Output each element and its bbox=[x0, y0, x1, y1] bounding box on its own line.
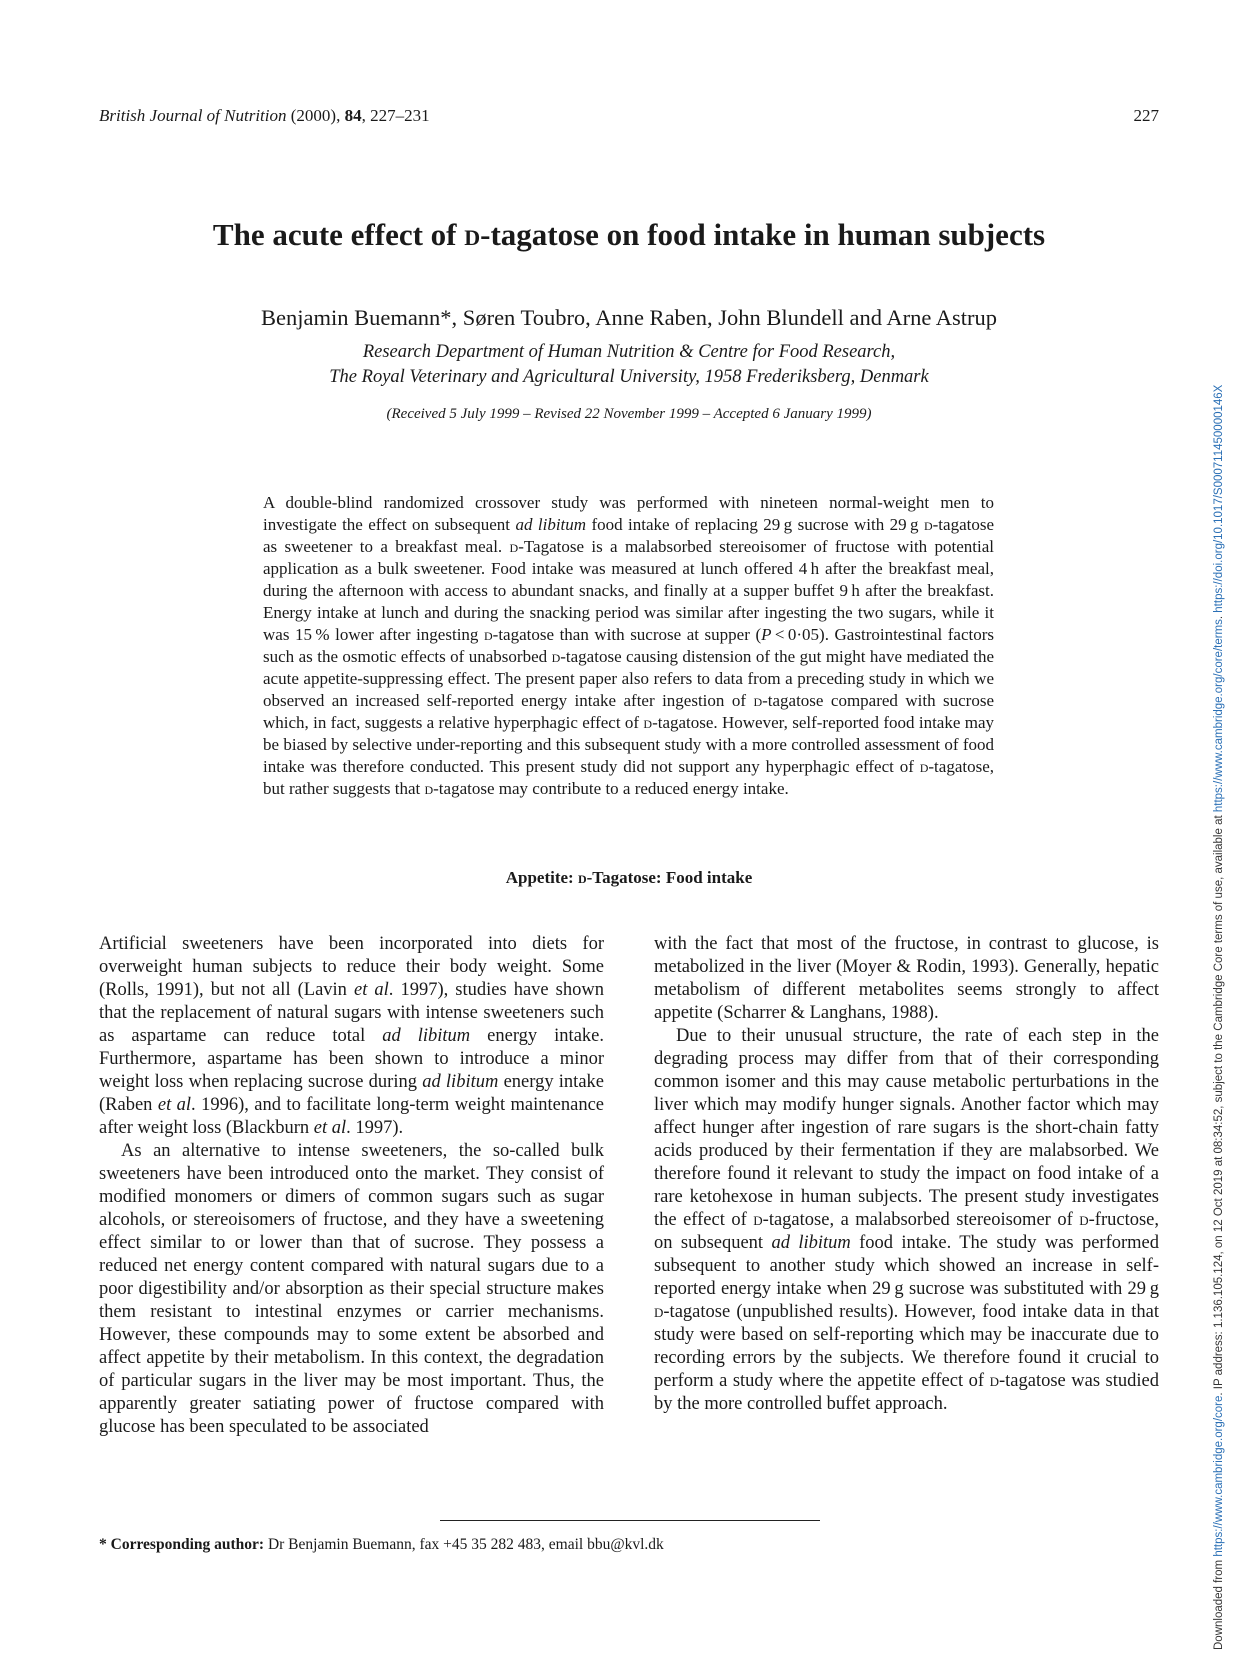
keyword-appetite: Appetite bbox=[505, 868, 569, 887]
paragraph: with the fact that most of the fructose, in contrast to glucose, is metabolized in the liver (Moyer & Rodin, 1993). Generally, hepatic metabolism of different metabolites seems strongly to affect appetite (Scharrer & Langhans, 1988). bbox=[654, 934, 1159, 1023]
cambridge-core-link[interactable]: https://www.cambridge.org/core bbox=[1213, 1395, 1225, 1557]
affiliation-line-1: Research Department of Human Nutrition & Centre for Food Research, bbox=[362, 342, 896, 362]
paragraph: Artificial sweeteners have been incorporated into diets for overweight human subjects to reduce their body weight. Some (Rolls, 1991), but not all (Lavin et al. 1997), studies have shown that the replacement of natural sugars with intense sweeteners such as aspartame can reduce total ad libitum energy intake. Furthermore, aspartame has been shown to introduce a minor weight loss when replacing sucrose during ad libitum energy intake (Raben et al. 1996), and to facilitate long-term weight maintenance after weight loss (Blackburn et al. 1997). bbox=[99, 934, 604, 1138]
footnote-divider bbox=[440, 1520, 820, 1521]
footnote-label: * Corresponding author: bbox=[99, 1536, 265, 1553]
affiliation-line-2: The Royal Veterinary and Agricultural University, 1958 Frederiksberg, Denmark bbox=[329, 367, 929, 387]
journal-volume: 84 bbox=[344, 106, 362, 125]
footnote bbox=[99, 1536, 1159, 1554]
journal-pages: , 227–231 bbox=[361, 106, 430, 125]
journal-name: British Journal of Nutrition bbox=[99, 106, 287, 125]
running-head bbox=[99, 106, 1159, 132]
download-sidebar: Downloaded from https://www.cambridge.org/core. IP address: 1.136.105.124, on 12 Oct 2019 at 08:34:52, subject to the Cambridge Core terms of use, available at https://www.cambridge.org/core/terms. https://doi.org/10.1017/S000711450000146X bbox=[1213, 384, 1225, 1650]
body-column-left bbox=[99, 933, 604, 1439]
author-list: Benjamin Buemann*, Søren Toubro, Anne Raben, John Blundell and Arne Astrup bbox=[260, 305, 998, 330]
body-column-right bbox=[654, 933, 1159, 1416]
affiliation bbox=[99, 340, 1159, 390]
keywords: Appetite: d-Tagatose: Food intake bbox=[505, 868, 753, 887]
keyword-food-intake: Food intake bbox=[665, 868, 753, 887]
article-title: The acute effect of d-tagatose on food intake in human subjects bbox=[212, 217, 1046, 252]
journal-citation bbox=[99, 106, 430, 126]
journal-year: (2000), bbox=[290, 106, 341, 125]
paragraph: As an alternative to intense sweeteners, the so-called bulk sweeteners have been introduced onto the market. They consist of modified monomers or dimers of common sugars such as sugar alcohols, or stereoisomers of fructose, and they have a sweetening effect similar to or lower than that of sucrose. They possess a reduced net energy content compared with natural sugars due to a poor digestibility and/or absorption as their special structure makes them resistant to intestinal enzymes or carrier mechanisms. However, these compounds may to some extent be absorbed and affect appetite by their metabolism. In this context, the degradation of particular sugars in the liver may be most important. Thus, the apparently greater satiating power of fructose compared with glucose has been speculated to be associated bbox=[99, 1141, 604, 1437]
footnote-text: Dr Benjamin Buemann, fax +45 35 282 483, email bbu@kvl.dk bbox=[264, 1536, 664, 1553]
keyword-tagatose: d-Tagatose bbox=[577, 868, 656, 887]
page-number: 227 bbox=[1133, 106, 1159, 125]
terms-link[interactable]: https://www.cambridge.org/core/terms bbox=[1213, 619, 1225, 813]
paragraph: Due to their unusual structure, the rate of each step in the degrading process may differ from that of their corresponding common isomer and this may cause metabolic perturbations in the liver which may modify hunger signals. Another factor which may affect hunger after ingestion of rare sugars is the short-chain fatty acids produced by their fermentation if they are malabsorbed. We therefore found it relevant to study the impact on food intake of a rare ketohexose in human subjects. The present study investigates the effect of d-tagatose, a malabsorbed stereoisomer of d-fructose, on subsequent ad libitum food intake. The study was performed subsequent to another study which showed an increase in self-reported energy intake when 29 g sucrose was substituted with 29 g d-tagatose (unpublished results). However, food intake data in that study were based on self-reporting which may be inaccurate due to recording errors by the subjects. We therefore found it crucial to perform a study where the appetite effect of d-tagatose was studied by the more controlled buffet approach. bbox=[654, 1026, 1160, 1414]
received-dates: (Received 5 July 1999 – Revised 22 November 1999 – Accepted 6 January 1999) bbox=[386, 406, 872, 422]
abstract: A double-blind randomized crossover study was performed with nineteen normal-weight men to investigate the effect on subsequent ad libitum food intake of replacing 29 g sucrose with 29 g d-tagatose as sweetener to a breakfast meal. d-Tagatose is a malabsorbed stereoisomer of fructose with potential application as a bulk sweetener. Food intake was measured at lunch offered 4 h after the breakfast meal, during the afternoon with access to abundant snacks, and finally at a supper buffet 9 h after the breakfast. Energy intake at lunch and during the snacking period was similar after ingesting the two sugars, while it was 15 % lower after ingesting d-tagatose than with sucrose at supper (P < 0·05). Gastrointestinal factors such as the osmotic effects of unabsorbed d-tagatose causing distension of the gut might have mediated the acute appetite-suppressing effect. The present paper also refers to data from a preceding study in which we observed an increased self-reported energy intake after ingestion of d-tagatose compared with sucrose which, in fact, suggests a relative hyperphagic effect of d-tagatose. However, self-reported food intake may be biased by selective under-reporting and this subsequent study with a more controlled assessment of food intake was therefore conducted. This present study did not support any hyperphagic effect of d-tagatose, but rather suggests that d-tagatose may contribute to a reduced energy intake. bbox=[263, 493, 994, 798]
doi-link[interactable]: https://doi.org/10.1017/S000711450000146X bbox=[1213, 384, 1225, 613]
